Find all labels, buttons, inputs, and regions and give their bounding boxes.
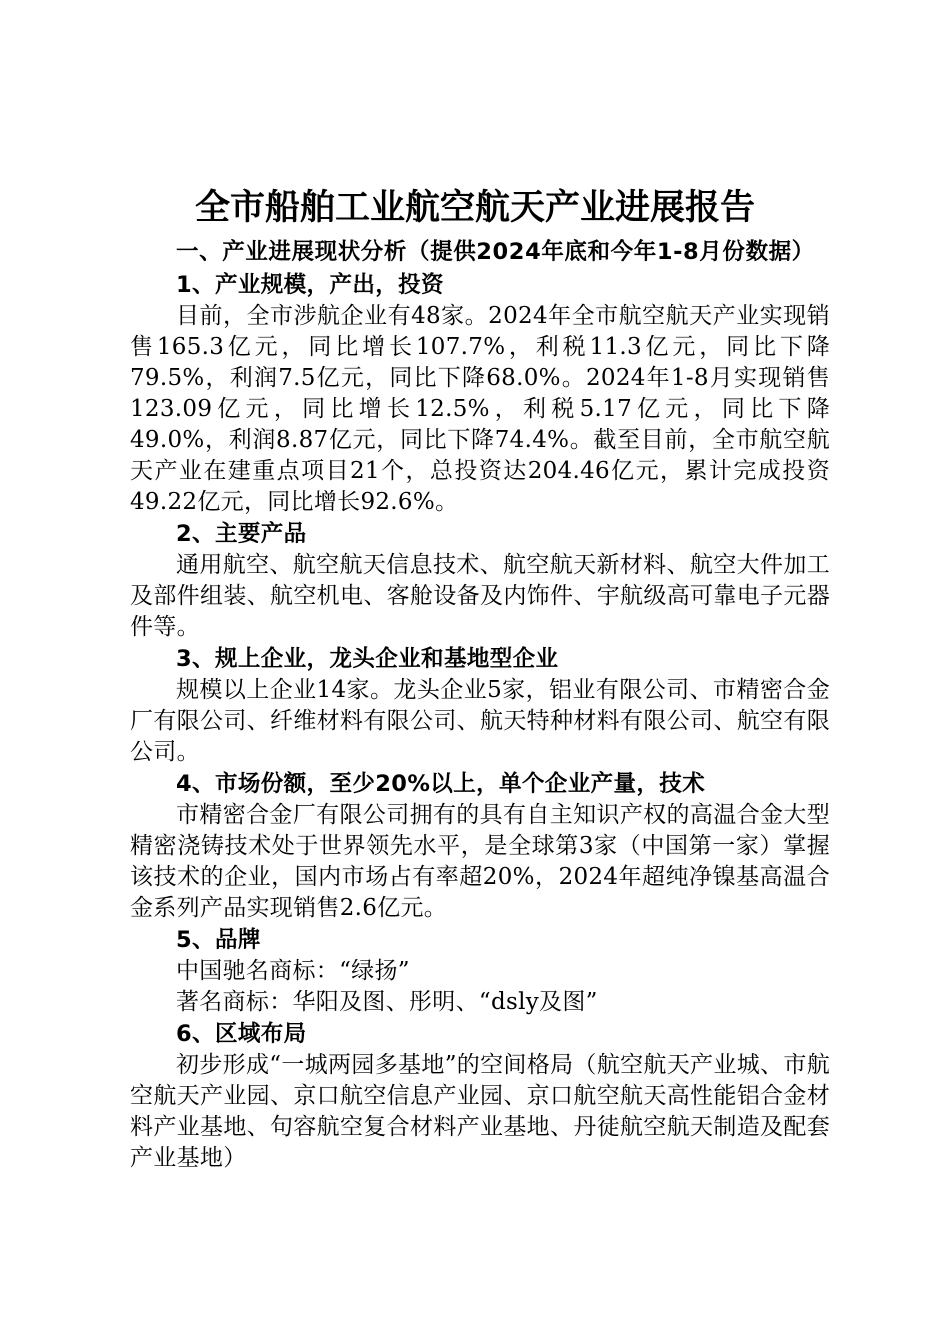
subsection-heading-products: 2、主要产品 bbox=[176, 521, 307, 547]
paragraph-layout: 初步形成“一城两园多基地”的空间格局（航空航天产业城、市航空航天产业园、京口航空信息产业园、京口航空航天高性能铝合金材料产业基地、句容航空复合材料产业基地、丹徒航空航天制造及配套产业基地） bbox=[130, 1052, 830, 1171]
subsection-heading-market-share: 4、市场份额，至少20%以上，单个企业产量，技术 bbox=[176, 771, 706, 797]
paragraph-products: 通用航空、航空航天信息技术、航空航天新材料、航空大件加工及部件组装、航空机电、客舱设备及内饰件、宇航级高可靠电子元器件等。 bbox=[130, 552, 830, 640]
subsection-heading-scale: 1、产业规模，产出，投资 bbox=[176, 272, 444, 298]
subsection-heading-layout: 6、区域布局 bbox=[176, 1021, 307, 1047]
document-title: 全市船舶工业航空航天产业进展报告 bbox=[194, 188, 755, 228]
section-heading: 一、产业进展现状分析（提供2024年底和今年1-8月份数据） bbox=[176, 239, 815, 265]
paragraph-scale: 目前，全市涉航企业有48家。2024年全市航空航天产业实现销售165.3亿元，同比增长107.7%，利税11.3亿元，同比下降79.5%，利润7.5亿元，同比下降68.0%。2024年1-8月实现销售123.09亿元，同比增长12.5%，利税5.17亿元，同比下降49.0%，利润8.87亿元，同比下降74.4%。截至目前，全市航空航天产业在建重点项目21个，总投资达204.46亿元，累计完成投资49.22亿元，同比增长92.6%。 bbox=[130, 303, 830, 515]
subsection-heading-brand: 5、品牌 bbox=[176, 927, 261, 953]
paragraph-brand-famous: 中国驰名商标：“绿扬” bbox=[176, 958, 410, 984]
paragraph-enterprises: 规模以上企业14家。龙头企业5家，铝业有限公司、市精密合金厂有限公司、纤维材料有限公司、航天特种材料有限公司、航空有限公司。 bbox=[130, 677, 830, 765]
paragraph-market-share: 市精密合金厂有限公司拥有的具有自主知识产权的高温合金大型精密浇铸技术处于世界领先水平，是全球第3家（中国第一家）掌握该技术的企业，国内市场占有率超20%，2024年超纯净镍基高温合金系列产品实现销售2.6亿元。 bbox=[130, 802, 830, 921]
paragraph-brand-notable: 著名商标：华阳及图、彤明、“dsly及图” bbox=[176, 989, 598, 1015]
document-body bbox=[130, 237, 830, 1174]
subsection-heading-enterprises: 3、规上企业，龙头企业和基地型企业 bbox=[176, 646, 559, 672]
